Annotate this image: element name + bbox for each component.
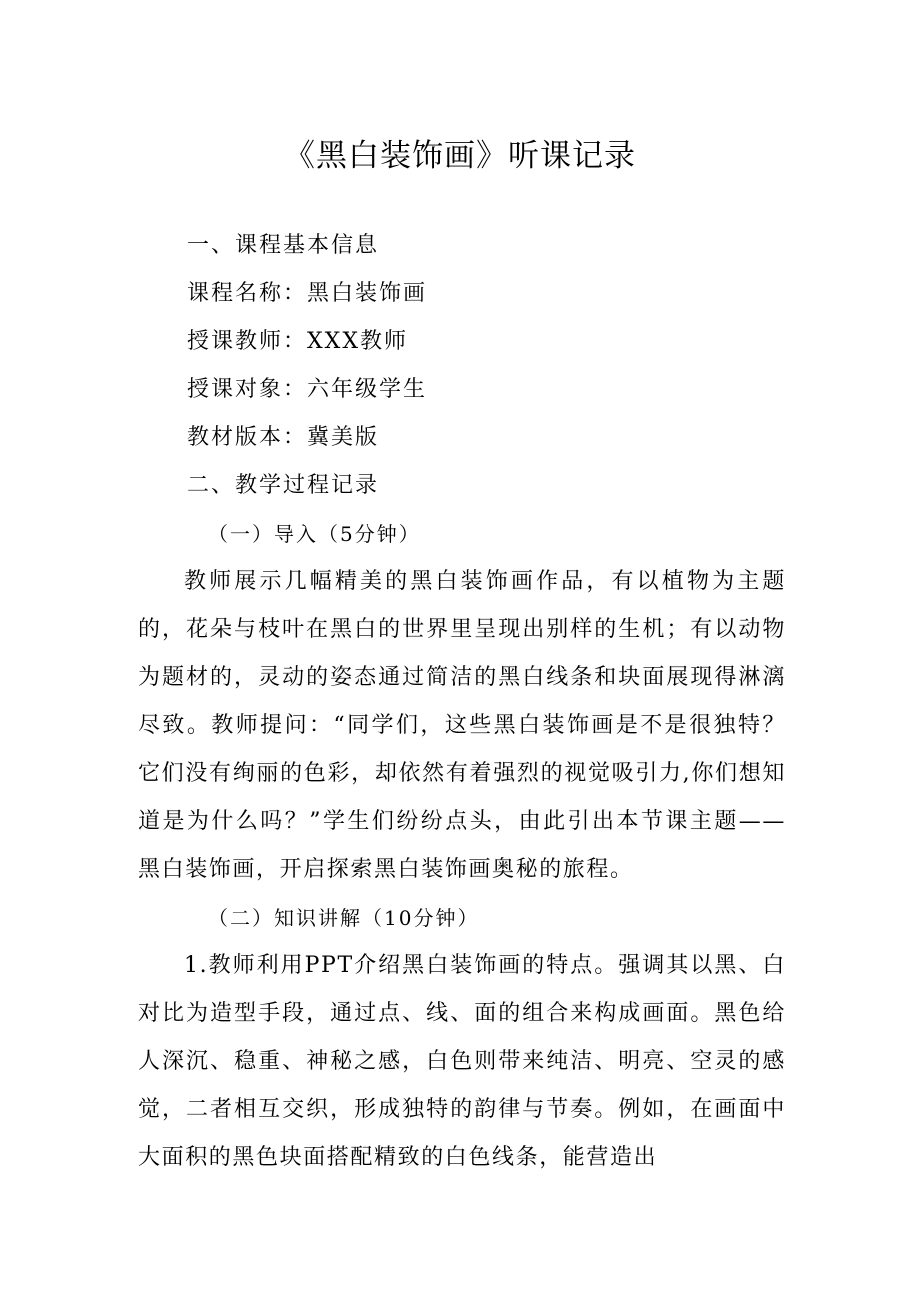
section-heading-basic-info: 一、课程基本信息: [187, 233, 380, 258]
audience-line: 授课对象：六年级学生: [187, 377, 428, 402]
knowledge-paragraph: 1.教师利用PPT介绍黑白装饰画的特点。强调其以黑、白对比为造型手段，通过点、线、面的组合来构成画面。黑色给人深沉、稳重、神秘之感，白色则带来纯洁、明亮、空灵的感觉，二者相互交织，形成独特的韵律与节奏。例如，在画面中大面积的黑色块面搭配精致的白色线条，能营造出: [138, 953, 786, 1170]
document-title: 《黑白装饰画》听课记录: [284, 138, 636, 174]
intro-paragraph: 教师展示几幅精美的黑白装饰画作品，有以植物为主题的，花朵与枝叶在黑白的世界里呈现出别样的生机；有以动物为题材的，灵动的姿态通过简洁的黑白线条和块面展现得淋漓尽致。教师提问：“同学们，这些黑白装饰画是不是很独特？它们没有绚丽的色彩，却依然有着强烈的视觉吸引力,你们想知道是为什么吗？”学生们纷纷点头，由此引出本节课主题——黑白装饰画，开启探索黑白装饰画奥秘的旅程。: [138, 569, 786, 882]
teacher-line: 授课教师：XXX教师: [187, 329, 408, 354]
edition-line: 教材版本：冀美版: [187, 425, 380, 450]
course-name-line: 课程名称：黑白装饰画: [187, 281, 428, 306]
subsection-heading-intro: （一）导入（5分钟）: [208, 522, 421, 546]
subsection-heading-knowledge: （二）知识讲解（10分钟）: [208, 906, 480, 930]
section-heading-process: 二、教学过程记录: [187, 473, 380, 498]
